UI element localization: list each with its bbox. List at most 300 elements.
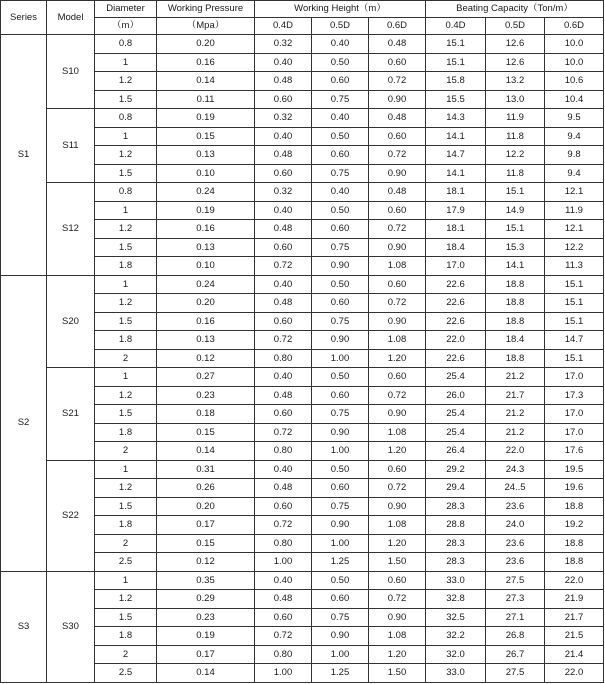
- table-cell: 0.60: [255, 405, 312, 424]
- table-cell: 0.90: [369, 405, 426, 424]
- table-cell: 1.2: [95, 386, 157, 405]
- table-cell: 32.5: [426, 608, 486, 627]
- table-cell: 0.72: [369, 479, 426, 498]
- table-cell: 1.8: [95, 331, 157, 350]
- series-cell: S1: [1, 35, 47, 276]
- table-cell: 0.60: [255, 238, 312, 257]
- table-cell: 0.17: [157, 645, 255, 664]
- table-cell: 14.9: [486, 201, 545, 220]
- table-cell: 13.0: [486, 90, 545, 109]
- table-cell: 15.1: [545, 275, 604, 294]
- table-cell: 0.26: [157, 479, 255, 498]
- diameter-unit: （m）: [95, 18, 157, 35]
- table-cell: 0.60: [369, 368, 426, 387]
- table-cell: 1.00: [312, 349, 369, 368]
- table-cell: 0.18: [157, 405, 255, 424]
- table-cell: 0.72: [369, 590, 426, 609]
- height-col-0.6d: 0.6D: [369, 18, 426, 35]
- series-cell: S2: [1, 275, 47, 571]
- table-cell: 0.48: [255, 479, 312, 498]
- table-cell: 0.48: [255, 590, 312, 609]
- beating-capacity-header: Beating Capacity（Ton/m）: [426, 1, 604, 18]
- table-cell: 29.2: [426, 460, 486, 479]
- model-cell: S10: [47, 35, 95, 109]
- table-cell: 14.1: [426, 164, 486, 183]
- table-cell: 1.2: [95, 479, 157, 498]
- table-cell: 0.40: [255, 127, 312, 146]
- table-cell: 0.90: [369, 238, 426, 257]
- table-cell: 1.2: [95, 294, 157, 313]
- table-cell: 32.8: [426, 590, 486, 609]
- table-cell: 23.6: [486, 497, 545, 516]
- table-cell: 0.35: [157, 571, 255, 590]
- table-cell: 2: [95, 442, 157, 461]
- model-cell: S11: [47, 109, 95, 183]
- table-cell: 11.9: [486, 109, 545, 128]
- table-cell: 0.20: [157, 294, 255, 313]
- table-cell: 23.6: [486, 553, 545, 572]
- table-cell: 0.19: [157, 109, 255, 128]
- table-cell: 1.00: [312, 442, 369, 461]
- table-cell: 11.8: [486, 164, 545, 183]
- table-cell: 1.25: [312, 553, 369, 572]
- table-cell: 22.6: [426, 312, 486, 331]
- table-cell: 19.6: [545, 479, 604, 498]
- table-cell: 28.3: [426, 534, 486, 553]
- table-cell: 28.8: [426, 516, 486, 535]
- table-cell: 25.4: [426, 368, 486, 387]
- table-cell: 0.31: [157, 460, 255, 479]
- table-cell: 26.0: [426, 386, 486, 405]
- table-cell: 0.14: [157, 664, 255, 683]
- table-cell: 0.80: [255, 349, 312, 368]
- table-cell: 11.8: [486, 127, 545, 146]
- table-cell: 25.4: [426, 423, 486, 442]
- table-cell: 22.0: [545, 664, 604, 683]
- model-cell: S30: [47, 571, 95, 682]
- table-cell: 21.2: [486, 423, 545, 442]
- table-cell: 0.10: [157, 257, 255, 276]
- table-cell: 1.00: [312, 645, 369, 664]
- table-cell: 17.0: [545, 368, 604, 387]
- table-cell: 17.6: [545, 442, 604, 461]
- table-cell: 22.0: [486, 442, 545, 461]
- table-cell: 15.3: [486, 238, 545, 257]
- table-cell: 0.8: [95, 35, 157, 54]
- table-cell: 12.2: [486, 146, 545, 165]
- table-cell: 2.5: [95, 664, 157, 683]
- table-cell: 15.1: [426, 35, 486, 54]
- table-cell: 0.60: [369, 53, 426, 72]
- table-cell: 14.1: [426, 127, 486, 146]
- table-cell: 1.8: [95, 516, 157, 535]
- table-cell: 0.13: [157, 331, 255, 350]
- table-cell: 0.75: [312, 238, 369, 257]
- table-cell: 1.8: [95, 423, 157, 442]
- table-cell: 0.16: [157, 53, 255, 72]
- table-cell: 0.8: [95, 183, 157, 202]
- table-cell: 0.50: [312, 368, 369, 387]
- table-cell: 12.1: [545, 183, 604, 202]
- table-cell: 0.90: [312, 423, 369, 442]
- table-cell: 0.40: [255, 275, 312, 294]
- table-cell: 23.6: [486, 534, 545, 553]
- model-cell: S12: [47, 183, 95, 276]
- table-cell: 28.3: [426, 497, 486, 516]
- table-cell: 0.60: [369, 571, 426, 590]
- table-cell: 0.60: [312, 146, 369, 165]
- table-cell: 1.5: [95, 164, 157, 183]
- table-cell: 1.5: [95, 312, 157, 331]
- table-cell: 1: [95, 460, 157, 479]
- table-cell: 0.48: [255, 146, 312, 165]
- table-cell: 1.08: [369, 516, 426, 535]
- table-cell: 10.6: [545, 72, 604, 91]
- table-cell: 1.08: [369, 423, 426, 442]
- table-cell: 22.6: [426, 349, 486, 368]
- table-cell: 1.08: [369, 331, 426, 350]
- table-cell: 0.48: [369, 35, 426, 54]
- table-cell: 18.8: [545, 553, 604, 572]
- table-cell: 0.75: [312, 405, 369, 424]
- table-cell: 15.1: [545, 312, 604, 331]
- table-cell: 18.8: [486, 294, 545, 313]
- table-cell: 26.4: [426, 442, 486, 461]
- table-cell: 1.8: [95, 257, 157, 276]
- table-cell: 0.90: [312, 516, 369, 535]
- table-cell: 1.2: [95, 72, 157, 91]
- table-cell: 1.20: [369, 534, 426, 553]
- table-cell: 0.24: [157, 183, 255, 202]
- table-cell: 0.19: [157, 201, 255, 220]
- table-cell: 22.6: [426, 294, 486, 313]
- table-cell: 0.72: [255, 331, 312, 350]
- spec-table-body: [1, 35, 604, 683]
- diameter-header: Diameter: [95, 1, 157, 18]
- table-cell: 0.40: [255, 571, 312, 590]
- table-cell: 0.15: [157, 423, 255, 442]
- table-cell: 9.4: [545, 164, 604, 183]
- table-cell: 1.08: [369, 627, 426, 646]
- table-cell: 24.3: [486, 460, 545, 479]
- table-cell: 0.60: [312, 479, 369, 498]
- table-cell: 0.20: [157, 35, 255, 54]
- table-cell: 0.60: [255, 497, 312, 516]
- table-cell: 1.20: [369, 349, 426, 368]
- table-cell: 0.19: [157, 627, 255, 646]
- table-cell: 0.60: [312, 294, 369, 313]
- table-row: [1, 571, 604, 590]
- table-cell: 11.9: [545, 201, 604, 220]
- table-cell: 0.16: [157, 312, 255, 331]
- table-cell: 0.20: [157, 497, 255, 516]
- table-cell: 22.0: [426, 331, 486, 350]
- table-cell: 11.3: [545, 257, 604, 276]
- table-cell: 0.75: [312, 312, 369, 331]
- table-cell: 0.48: [369, 183, 426, 202]
- table-cell: 0.50: [312, 460, 369, 479]
- table-cell: 1.5: [95, 90, 157, 109]
- table-cell: 9.5: [545, 109, 604, 128]
- table-cell: 0.72: [255, 423, 312, 442]
- table-cell: 24..5: [486, 479, 545, 498]
- table-cell: 1.5: [95, 608, 157, 627]
- table-cell: 22.6: [426, 275, 486, 294]
- table-cell: 2: [95, 349, 157, 368]
- table-cell: 2.5: [95, 553, 157, 572]
- table-cell: 0.75: [312, 497, 369, 516]
- model-cell: S21: [47, 368, 95, 461]
- table-cell: 0.14: [157, 72, 255, 91]
- table-cell: 17.0: [545, 423, 604, 442]
- working-height-header: Working Height（m）: [255, 1, 426, 18]
- table-cell: 0.72: [369, 386, 426, 405]
- table-cell: 14.1: [486, 257, 545, 276]
- table-cell: 2: [95, 645, 157, 664]
- table-cell: 0.16: [157, 220, 255, 239]
- table-cell: 18.8: [545, 534, 604, 553]
- table-cell: 10.0: [545, 53, 604, 72]
- table-cell: 19.5: [545, 460, 604, 479]
- table-cell: 0.40: [312, 183, 369, 202]
- table-cell: 18.8: [486, 312, 545, 331]
- table-cell: 0.32: [255, 109, 312, 128]
- table-cell: 21.2: [486, 405, 545, 424]
- table-cell: 0.27: [157, 368, 255, 387]
- table-cell: 0.10: [157, 164, 255, 183]
- table-cell: 17.3: [545, 386, 604, 405]
- table-cell: 0.15: [157, 127, 255, 146]
- table-cell: 0.48: [255, 386, 312, 405]
- table-cell: 18.8: [486, 349, 545, 368]
- table-cell: 1.00: [312, 534, 369, 553]
- table-cell: 0.23: [157, 386, 255, 405]
- table-cell: 21.5: [545, 627, 604, 646]
- table-cell: 0.40: [255, 460, 312, 479]
- table-cell: 27.1: [486, 608, 545, 627]
- table-cell: 24.0: [486, 516, 545, 535]
- table-row: [1, 460, 604, 479]
- table-cell: 0.50: [312, 571, 369, 590]
- table-cell: 0.60: [312, 386, 369, 405]
- table-cell: 12.6: [486, 53, 545, 72]
- table-cell: 0.13: [157, 238, 255, 257]
- table-cell: 13.2: [486, 72, 545, 91]
- table-cell: 12.6: [486, 35, 545, 54]
- table-cell: 1.5: [95, 405, 157, 424]
- table-cell: 1.2: [95, 590, 157, 609]
- table-cell: 0.72: [369, 146, 426, 165]
- table-cell: 21.4: [545, 645, 604, 664]
- table-cell: 0.75: [312, 608, 369, 627]
- table-cell: 0.60: [369, 275, 426, 294]
- table-cell: 0.60: [369, 201, 426, 220]
- table-cell: 15.1: [426, 53, 486, 72]
- table-cell: 0.40: [255, 201, 312, 220]
- table-cell: 1: [95, 275, 157, 294]
- table-cell: 0.90: [369, 608, 426, 627]
- table-cell: 0.15: [157, 534, 255, 553]
- table-cell: 0.12: [157, 553, 255, 572]
- table-cell: 0.90: [312, 627, 369, 646]
- table-cell: 22.0: [545, 571, 604, 590]
- table-cell: 15.1: [545, 349, 604, 368]
- table-cell: 1.20: [369, 645, 426, 664]
- table-cell: 0.90: [312, 331, 369, 350]
- table-cell: 18.8: [486, 275, 545, 294]
- table-cell: 0.32: [255, 183, 312, 202]
- table-cell: 18.4: [426, 238, 486, 257]
- pressure-header: Working Pressure: [157, 1, 255, 18]
- table-cell: 28.3: [426, 553, 486, 572]
- series-cell: S3: [1, 571, 47, 682]
- table-cell: 0.72: [369, 72, 426, 91]
- table-cell: 1.8: [95, 627, 157, 646]
- table-cell: 0.80: [255, 645, 312, 664]
- table-cell: 1.00: [255, 664, 312, 683]
- table-cell: 32.0: [426, 645, 486, 664]
- table-cell: 0.32: [255, 35, 312, 54]
- table-cell: 0.60: [255, 312, 312, 331]
- table-cell: 12.1: [545, 220, 604, 239]
- table-cell: 12.2: [545, 238, 604, 257]
- table-cell: 0.60: [312, 72, 369, 91]
- table-cell: 10.0: [545, 35, 604, 54]
- table-cell: 17.9: [426, 201, 486, 220]
- table-cell: 15.1: [486, 183, 545, 202]
- table-cell: 1.50: [369, 664, 426, 683]
- table-cell: 1: [95, 127, 157, 146]
- table-cell: 1.25: [312, 664, 369, 683]
- table-cell: 15.8: [426, 72, 486, 91]
- table-cell: 0.90: [369, 312, 426, 331]
- table-cell: 17.0: [545, 405, 604, 424]
- table-cell: 0.48: [255, 220, 312, 239]
- table-cell: 0.50: [312, 127, 369, 146]
- table-cell: 32.2: [426, 627, 486, 646]
- table-cell: 0.8: [95, 109, 157, 128]
- table-cell: 10.4: [545, 90, 604, 109]
- table-cell: 0.50: [312, 53, 369, 72]
- table-cell: 0.24: [157, 275, 255, 294]
- table-cell: 1: [95, 201, 157, 220]
- model-cell: S20: [47, 275, 95, 368]
- table-cell: 0.50: [312, 275, 369, 294]
- table-row: [1, 275, 604, 294]
- table-cell: 0.60: [369, 127, 426, 146]
- table-cell: 0.40: [312, 109, 369, 128]
- table-cell: 27.5: [486, 664, 545, 683]
- table-cell: 1.00: [255, 553, 312, 572]
- table-cell: 26.7: [486, 645, 545, 664]
- table-cell: 0.40: [255, 368, 312, 387]
- capacity-col-0.5d: 0.5D: [486, 18, 545, 35]
- table-cell: 18.1: [426, 220, 486, 239]
- table-cell: 26.8: [486, 627, 545, 646]
- table-cell: 0.72: [255, 627, 312, 646]
- table-cell: 0.48: [255, 72, 312, 91]
- table-cell: 21.7: [486, 386, 545, 405]
- table-cell: 0.72: [255, 516, 312, 535]
- table-cell: 0.90: [369, 164, 426, 183]
- height-col-0.5d: 0.5D: [312, 18, 369, 35]
- table-cell: 0.72: [255, 257, 312, 276]
- table-cell: 0.72: [369, 220, 426, 239]
- capacity-col-0.6d: 0.6D: [545, 18, 604, 35]
- model-header: Model: [47, 1, 95, 35]
- table-cell: 0.23: [157, 608, 255, 627]
- table-cell: 0.11: [157, 90, 255, 109]
- table-cell: 15.1: [545, 294, 604, 313]
- table-cell: 0.75: [312, 90, 369, 109]
- table-cell: 2: [95, 534, 157, 553]
- table-cell: 1.5: [95, 497, 157, 516]
- table-cell: 17.0: [426, 257, 486, 276]
- table-cell: 0.12: [157, 349, 255, 368]
- table-cell: 1.2: [95, 146, 157, 165]
- table-cell: 9.8: [545, 146, 604, 165]
- table-cell: 0.90: [369, 497, 426, 516]
- table-cell: 21.9: [545, 590, 604, 609]
- table-row: [1, 109, 604, 128]
- table-cell: 1.50: [369, 553, 426, 572]
- table-row: [1, 183, 604, 202]
- table-cell: 0.72: [369, 294, 426, 313]
- table-cell: 0.29: [157, 590, 255, 609]
- table-cell: 0.80: [255, 534, 312, 553]
- capacity-col-0.4d: 0.4D: [426, 18, 486, 35]
- table-cell: 14.3: [426, 109, 486, 128]
- table-cell: 0.60: [312, 220, 369, 239]
- table-cell: 0.48: [369, 109, 426, 128]
- table-cell: 0.13: [157, 146, 255, 165]
- model-cell: S22: [47, 460, 95, 571]
- table-cell: 18.4: [486, 331, 545, 350]
- table-cell: 21.2: [486, 368, 545, 387]
- table-cell: 1.08: [369, 257, 426, 276]
- table-cell: 29.4: [426, 479, 486, 498]
- table-cell: 25.4: [426, 405, 486, 424]
- table-cell: 1.2: [95, 220, 157, 239]
- table-cell: 14.7: [545, 331, 604, 350]
- table-cell: 0.90: [312, 257, 369, 276]
- table-cell: 1.20: [369, 442, 426, 461]
- table-cell: 0.40: [312, 35, 369, 54]
- table-cell: 15.5: [426, 90, 486, 109]
- table-row: [1, 368, 604, 387]
- table-cell: 1: [95, 571, 157, 590]
- table-cell: 19.2: [545, 516, 604, 535]
- table-cell: 0.60: [255, 164, 312, 183]
- table-cell: 0.60: [255, 90, 312, 109]
- table-cell: 0.17: [157, 516, 255, 535]
- table-cell: 15.1: [486, 220, 545, 239]
- table-cell: 0.40: [255, 53, 312, 72]
- table-cell: 9.4: [545, 127, 604, 146]
- table-row: [1, 35, 604, 54]
- table-cell: 14.7: [426, 146, 486, 165]
- table-cell: 27.3: [486, 590, 545, 609]
- pressure-unit: （Mpa）: [157, 18, 255, 35]
- table-cell: 33.0: [426, 664, 486, 683]
- table-cell: 0.75: [312, 164, 369, 183]
- table-cell: 33.0: [426, 571, 486, 590]
- table-cell: 27.5: [486, 571, 545, 590]
- series-header: Series: [1, 1, 47, 35]
- table-cell: 0.50: [312, 201, 369, 220]
- table-cell: 0.80: [255, 442, 312, 461]
- table-cell: 0.48: [255, 294, 312, 313]
